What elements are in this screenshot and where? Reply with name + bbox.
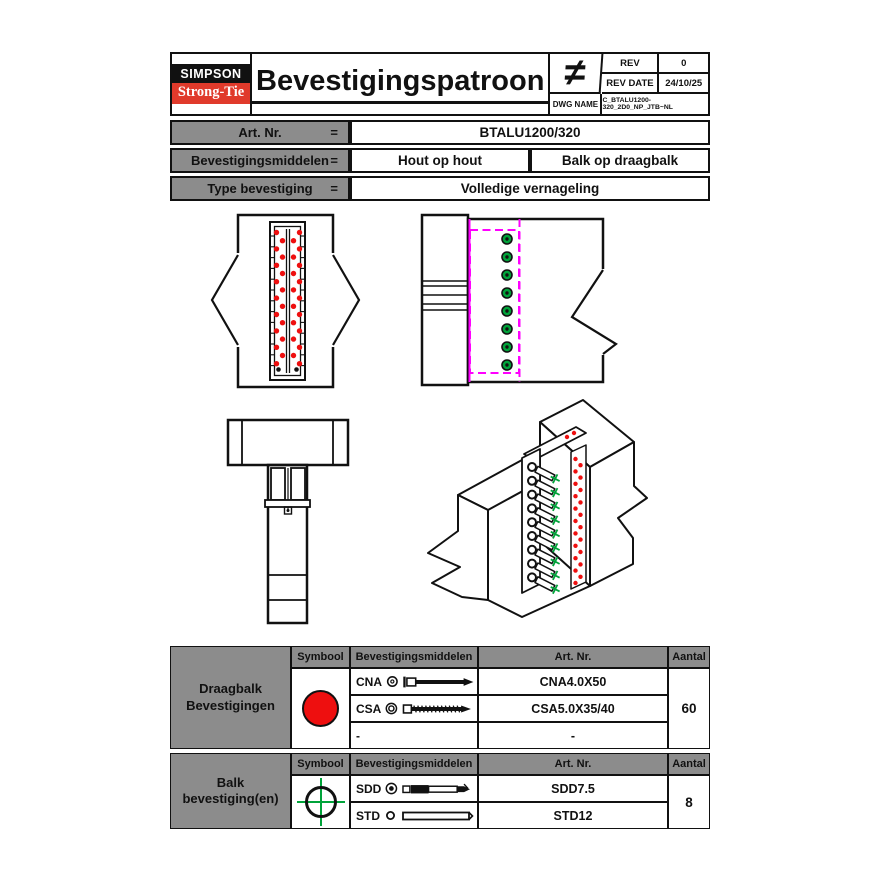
title-block <box>170 52 710 116</box>
csa-code: CSA <box>356 701 382 716</box>
dwg-name-label: DWG NAME <box>550 94 602 114</box>
col-symbool: Symbool <box>291 646 350 668</box>
sheet-title: Bevestigingspatroon <box>252 65 548 104</box>
logo-simpson-text: SIMPSON <box>172 64 250 83</box>
type-bevestiging-label-text: Type bevestiging <box>207 181 313 196</box>
red-circle-symbol <box>291 668 350 749</box>
std-code: STD <box>356 808 380 823</box>
col-bevestigingsmiddelen: Bevestigingsmiddelen <box>350 646 478 668</box>
fastener-row-csa <box>350 695 478 722</box>
fastener-row-empty <box>350 722 478 749</box>
drawing-area <box>170 196 710 646</box>
art-nr-label <box>170 120 350 145</box>
bevestigingsmiddelen-label <box>170 148 350 173</box>
balk-aantal-value: 8 <box>668 775 710 829</box>
draagbalk-fasteners-table <box>170 646 710 749</box>
col-bevestigingsmiddelen: Bevestigingsmiddelen <box>350 753 478 775</box>
rev-table <box>550 51 708 114</box>
top-view <box>228 420 348 623</box>
csa-marker-icon <box>385 702 398 715</box>
col-aantal: Aantal <box>668 646 710 668</box>
cna-marker-icon <box>386 675 399 688</box>
technical-drawing <box>170 196 710 646</box>
rev-value: 0 <box>659 54 708 74</box>
drawing-sheet <box>170 52 710 832</box>
rev-label: REV <box>602 54 659 74</box>
equals-sign: = <box>330 125 338 140</box>
logo-strongtie-text: Strong-Tie <box>172 83 250 104</box>
equals-sign: = <box>330 153 338 168</box>
green-crosshair-symbol <box>291 775 350 829</box>
simpson-strongtie-logo <box>172 64 250 104</box>
iso-view <box>428 400 647 617</box>
cna-nail-icon <box>403 675 477 689</box>
col-aantal: Aantal <box>668 753 710 775</box>
sdd-screw-icon <box>402 782 477 796</box>
middelen-value-2: Balk op draagbalk <box>530 148 710 173</box>
sdd-code: SDD <box>356 781 382 796</box>
green-crosshair-icon <box>294 775 348 829</box>
info-row-bevestigingsmiddelen <box>170 148 710 173</box>
info-row-art-nr <box>170 120 710 145</box>
sdd-marker-icon <box>385 782 398 795</box>
fastener-row-sdd <box>350 775 478 802</box>
front-view <box>212 215 359 387</box>
cna-art-nr: CNA4.0X50 <box>478 668 668 695</box>
std-art-nr: STD12 <box>478 802 668 829</box>
bevestigingsmiddelen-label-text: Bevestigingsmiddelen <box>191 153 329 168</box>
red-nail-dots <box>274 230 302 367</box>
fastener-row-std <box>350 802 478 829</box>
middelen-value-1: Hout op hout <box>350 148 530 173</box>
dwg-name-value: C_BTALU1200-320_2D0_NP_JTB~NL <box>602 97 673 111</box>
std-dowel-icon <box>401 809 477 823</box>
art-nr-label-text: Art. Nr. <box>238 125 282 140</box>
csa-screw-icon <box>402 702 477 716</box>
empty-art-nr: - <box>478 722 668 749</box>
equals-sign: = <box>330 181 338 196</box>
green-screw-symbols <box>502 234 512 370</box>
rev-date-value: 24/10/25 <box>659 74 708 94</box>
group-label-draagbalk: Draagbalk Bevestigingen <box>170 646 291 749</box>
cna-code: CNA <box>356 674 382 689</box>
balk-fasteners-table <box>170 753 710 829</box>
std-marker-icon <box>384 809 397 822</box>
type-bevestiging-value: Volledige vernageling <box>350 176 710 201</box>
col-symbool: Symbool <box>291 753 350 775</box>
sdd-art-nr: SDD7.5 <box>478 775 668 802</box>
empty-code: - <box>356 728 360 743</box>
logo-cell <box>172 54 252 114</box>
csa-art-nr: CSA5.0X35/40 <box>478 695 668 722</box>
group-label-balk: Balk bevestiging(en) <box>170 753 291 829</box>
sheet-title-cell <box>252 54 550 114</box>
col-art-nr: Art. Nr. <box>478 646 668 668</box>
art-nr-value: BTALU1200/320 <box>350 120 710 145</box>
not-equal-icon: ≠ <box>549 54 604 94</box>
side-view <box>422 215 616 385</box>
col-art-nr: Art. Nr. <box>478 753 668 775</box>
draagbalk-aantal-value: 60 <box>668 668 710 749</box>
rev-date-label: REV DATE <box>602 74 659 94</box>
fastener-row-cna <box>350 668 478 695</box>
